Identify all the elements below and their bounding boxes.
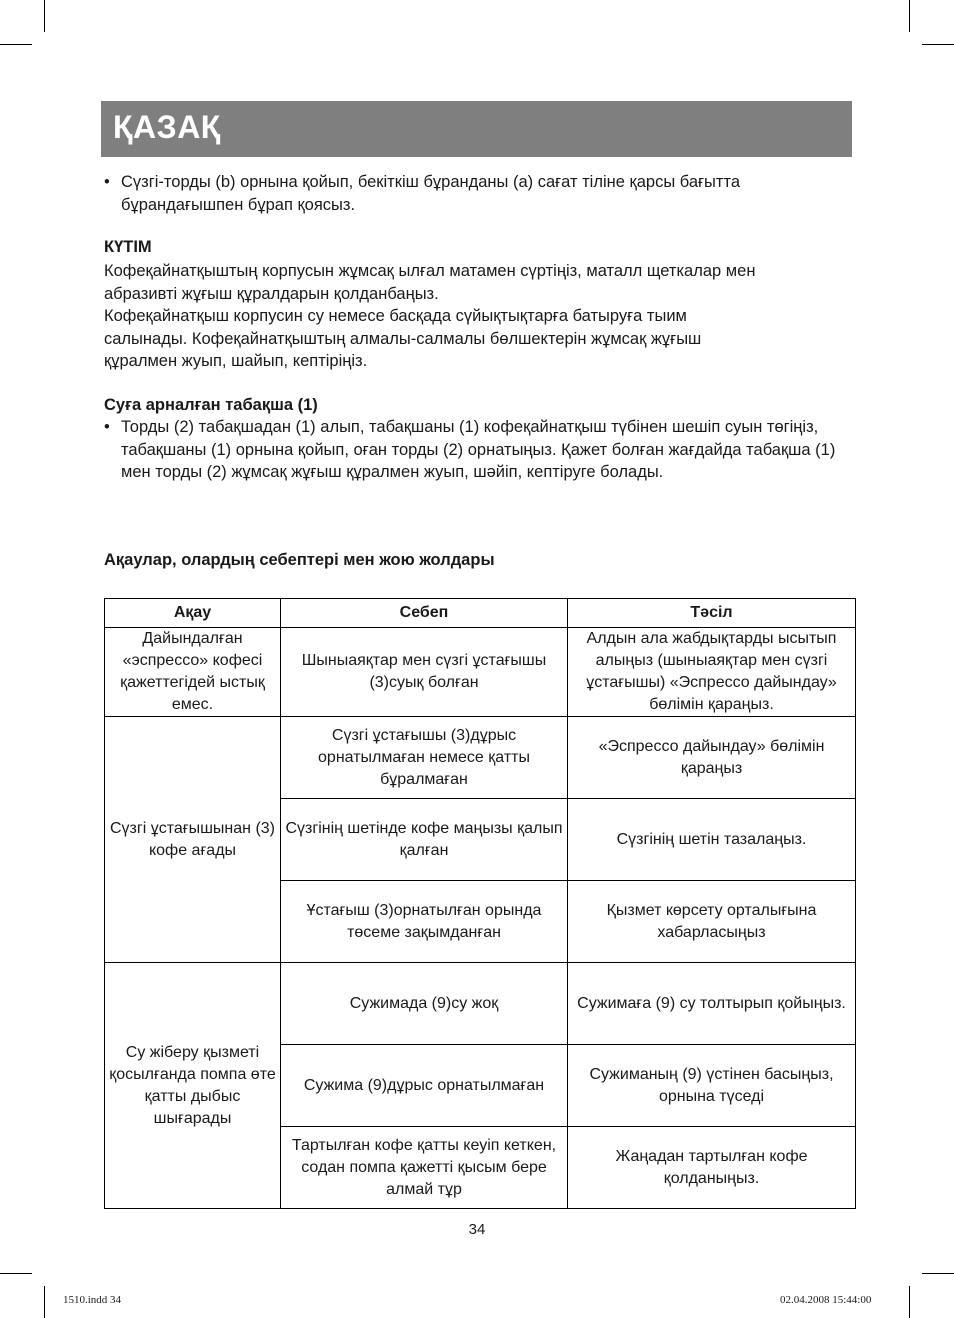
column-header-problem: Ақау [105, 599, 281, 628]
crop-mark [0, 1273, 32, 1274]
tray-bullet-text: Торды (2) табақшадан (1) алып, табақшаны (1) кофеқайнатқыш түбінен шешіп суын төгіңіз, табақшаны (1) орнына қойып, оған торды (2) орнатыңыз. Қажет болған жағдайда табақша (1) мен торды (2) жұмсақ жұғыш құралмен жуып, шәйіп, кептіруге болады. [121, 418, 836, 481]
table-row [105, 628, 856, 717]
care-heading: КҮТІМ [104, 238, 152, 256]
solution-cell: Сужиманың (9) үстінен басыңыз, орнына түседі [568, 1045, 856, 1127]
cause-cell: Ұстағыш (3)орнатылған орында төсеме зақымданған [281, 881, 568, 963]
cause-cell: Тартылған кофе қатты кеуіп кеткен, содан помпа қажетті қысым бере алмай тұр [281, 1127, 568, 1209]
troubleshooting-heading: Ақаулар, олардың себептері мен жою жолдары [104, 551, 495, 569]
care-line: құралмен жуып, шайып, кептіріңіз. [104, 352, 368, 370]
crop-mark [0, 44, 32, 45]
print-timestamp: 02.04.2008 15:44:00 [780, 1294, 872, 1306]
cause-cell: Шыныаяқтар мен сүзгі ұстағышы (3)суық болған [281, 628, 568, 717]
file-slug: 1510.indd 34 [63, 1294, 122, 1306]
problem-cell: Су жіберу қызметі қосылғанда помпа өте қатты дыбыс шығарады [105, 963, 281, 1209]
table-row [105, 963, 856, 1045]
table-header-row [105, 599, 856, 628]
care-line: Кофеқайнатқыш корпусин су немесе басқада сүйықтықтарға батыруға тыим [104, 307, 687, 325]
crop-mark [44, 0, 45, 32]
page-number: 34 [468, 1221, 486, 1238]
column-header-solution: Тәсіл [568, 599, 856, 628]
cause-cell: Сужима (9)дұрыс орнатылмаған [281, 1045, 568, 1127]
care-line: Кофеқайнатқыштың корпусын жұмсақ ылғал матамен сүртіңіз, маталл щеткалар мен [104, 262, 756, 280]
care-line: салынады. Кофеқайнатқыштың алмалы-салмалы бөлшектерін жұмсақ жұғыш [104, 329, 702, 348]
column-header-cause: Себеп [281, 599, 568, 628]
language-title: ҚАЗАҚ [113, 109, 221, 145]
crop-mark [909, 1286, 910, 1318]
problem-cell: Дайындалған «эспрессо» кофесі қажеттегідей ыстық емес. [105, 628, 281, 717]
cause-cell: Сүзгінің шетінде кофе маңызы қалып қалған [281, 799, 568, 881]
crop-mark [922, 1273, 954, 1274]
crop-mark [909, 0, 910, 32]
language-banner [101, 101, 852, 157]
bullet-marker: • [104, 418, 110, 436]
solution-cell: Алдын ала жабдықтарды ысытып алыңыз (шыныаяқтар мен сүзгі ұстағышы) «Эспрессо дайындау» бөлімін қараңыз. [568, 628, 856, 717]
solution-cell: Сужимаға (9) су толтырып қойыңыз. [568, 963, 856, 1045]
problem-cell: Сүзгі ұстағышынан (3) кофе ағады [105, 717, 281, 963]
solution-cell: Жаңадан тартылған кофе қолданыңыз. [568, 1127, 856, 1209]
care-paragraph [104, 260, 864, 373]
intro-bullet-text: Сүзгі-торды (b) орнына қойып, бекіткіш бұранданы (a) сағат тіліне қарсы бағытта бұрандағышпен бұрап қоясыз. [121, 173, 740, 214]
care-line: абразивті жұғыш құралдарын қолданбаңыз. [104, 284, 439, 303]
troubleshooting-table [104, 598, 856, 1209]
tray-heading: Суға арналған табақша (1) [104, 396, 318, 414]
solution-cell: «Эспрессо дайындау» бөлімін қараңыз [568, 717, 856, 799]
cause-cell: Сүзгі ұстағышы (3)дұрыс орнатылмаған немесе қатты бұралмаған [281, 717, 568, 799]
table-row [105, 717, 856, 799]
solution-cell: Қызмет көрсету орталығына хабарласыңыз [568, 881, 856, 963]
crop-mark [922, 44, 954, 45]
cause-cell: Сужимада (9)су жоқ [281, 963, 568, 1045]
solution-cell: Сүзгінің шетін тазалаңыз. [568, 799, 856, 881]
crop-mark [44, 1286, 45, 1318]
bullet-marker: • [104, 173, 110, 191]
